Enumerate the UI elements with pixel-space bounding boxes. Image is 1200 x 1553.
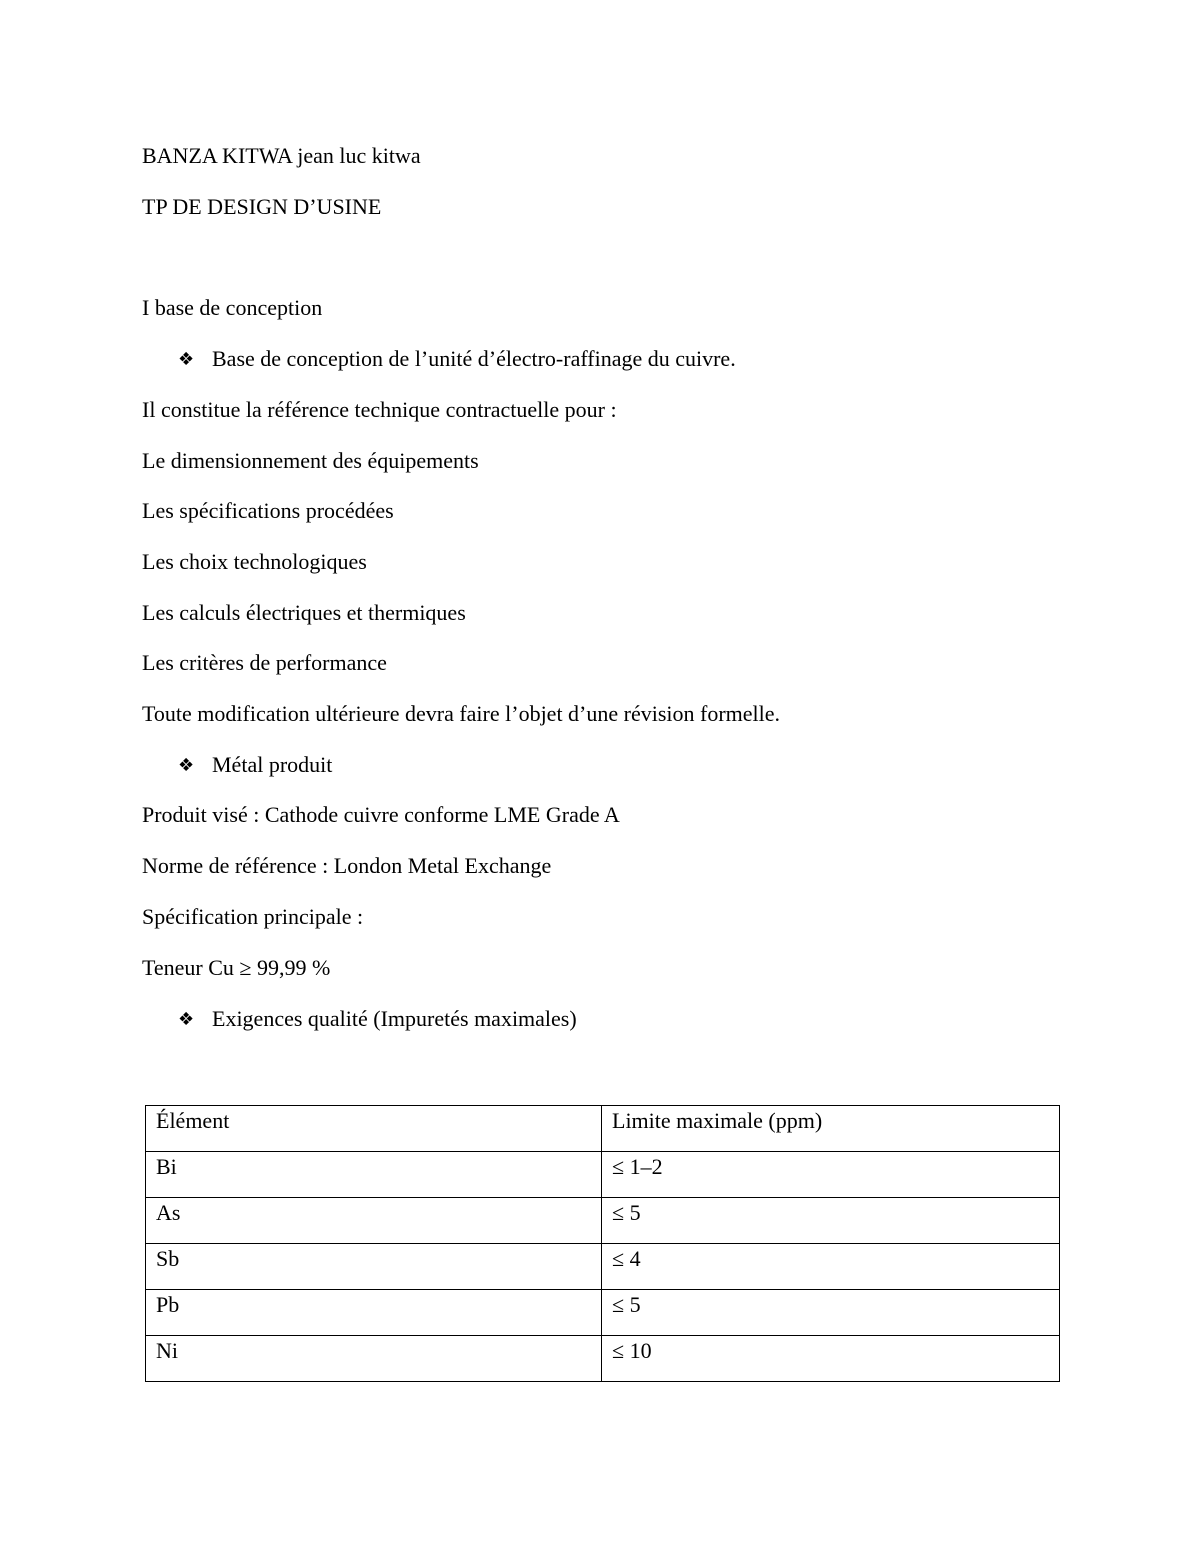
author-name: BANZA KITWA jean luc kitwa (142, 143, 421, 168)
list-item: Les spécifications procédées (142, 498, 394, 523)
table-row (146, 1336, 1060, 1382)
limit-cell: ≤ 10 (602, 1336, 1060, 1382)
element-cell: Pb (146, 1290, 602, 1336)
intro-paragraph: Il constitue la référence technique contractuelle pour : (142, 397, 617, 422)
bullet-text: Métal produit (212, 752, 333, 777)
limit-cell: ≤ 1–2 (602, 1152, 1060, 1198)
element-cell: As (146, 1198, 602, 1244)
bullet-text: Exigences qualité (Impuretés maximales) (212, 1006, 577, 1031)
diamond-bullet-icon: ❖ (178, 1009, 195, 1030)
table-row (146, 1152, 1060, 1198)
list-item: Les choix technologiques (142, 549, 367, 574)
table-row (146, 1290, 1060, 1336)
impurities-table (145, 1105, 1060, 1382)
course-title: TP DE DESIGN D’USINE (142, 194, 382, 219)
element-cell: Bi (146, 1152, 602, 1198)
table-header-row (146, 1106, 1060, 1152)
diamond-bullet-icon: ❖ (178, 755, 195, 776)
element-cell: Sb (146, 1244, 602, 1290)
spec-label: Spécification principale : (142, 904, 364, 929)
revision-note: Toute modification ultérieure devra faire l’objet d’une révision formelle. (142, 701, 781, 726)
limit-cell: ≤ 4 (602, 1244, 1060, 1290)
element-cell: Ni (146, 1336, 602, 1382)
diamond-bullet-icon: ❖ (178, 349, 195, 370)
limit-cell: ≤ 5 (602, 1290, 1060, 1336)
table-row (146, 1198, 1060, 1244)
table-row (146, 1244, 1060, 1290)
header-cell-limit: Limite maximale (ppm) (602, 1106, 1060, 1152)
bullet-item-quality (178, 1006, 577, 1033)
list-item: Les critères de performance (142, 650, 387, 675)
bullet-item-design-basis (178, 346, 736, 373)
bullet-text: Base de conception de l’unité d’électro-raffinage du cuivre. (212, 346, 736, 371)
cu-content: Teneur Cu ≥ 99,99 % (142, 955, 331, 980)
bullet-item-metal (178, 752, 332, 779)
limit-cell: ≤ 5 (602, 1198, 1060, 1244)
header-cell-element: Élément (146, 1106, 602, 1152)
list-item: Le dimensionnement des équipements (142, 448, 479, 473)
product-line: Produit visé : Cathode cuivre conforme LME Grade A (142, 802, 620, 827)
list-item: Les calculs électriques et thermiques (142, 600, 466, 625)
norm-line: Norme de référence : London Metal Exchange (142, 853, 552, 878)
section-heading: I base de conception (142, 295, 323, 320)
